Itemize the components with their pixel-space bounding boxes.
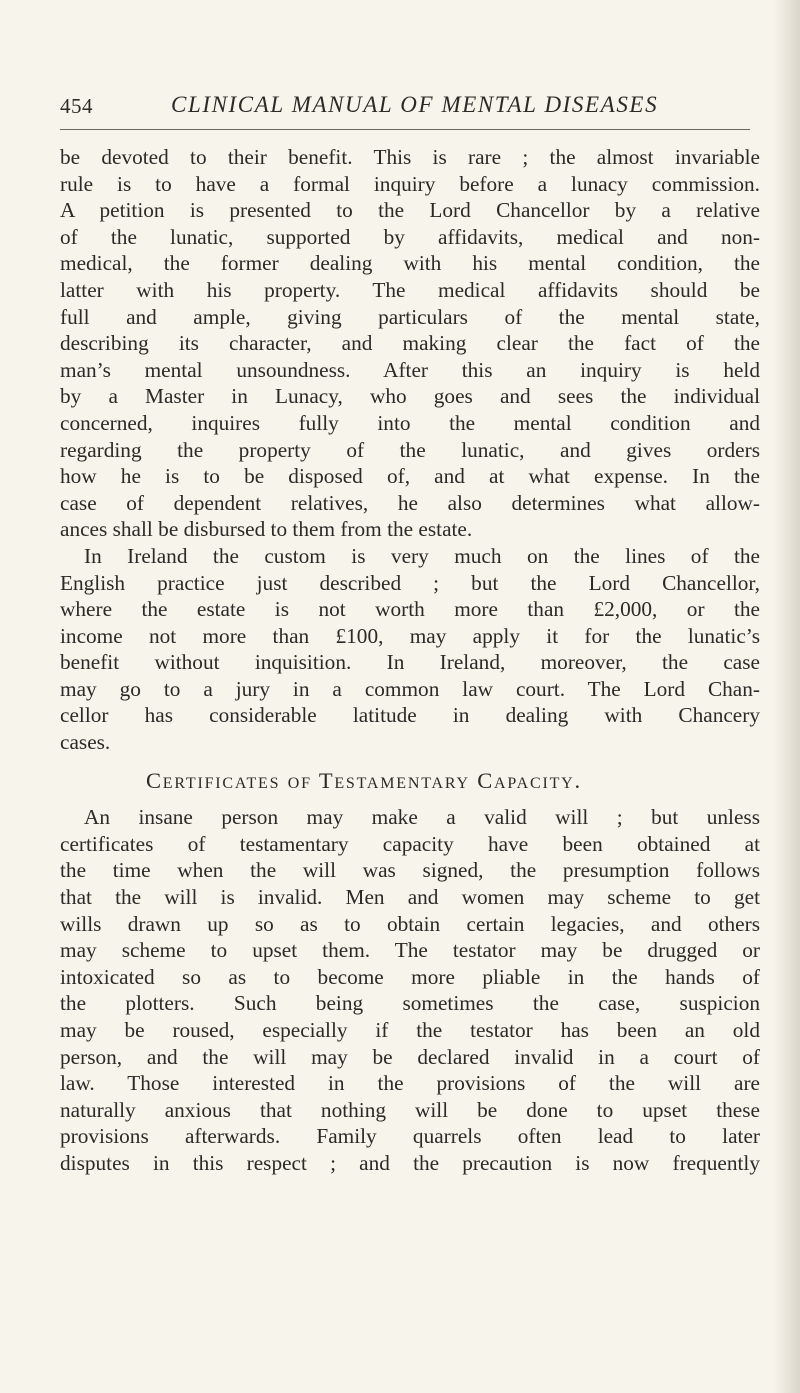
body-text [60,144,760,1177]
running-title: CLINICAL MANUAL OF MENTAL DISEASES [171,92,659,117]
text-line: rule is to have a formal inquiry before a lunacy commission. [60,171,760,196]
text-line: may be roused, especially if the testator has been an old [60,1018,760,1042]
text-line: In Ireland the custom is very much on the lines of the [84,543,760,568]
text-line: that the will is invalid. Men and women may scheme to get [60,885,760,910]
text-line: how he is to be disposed of, and at what expense. In the [60,464,760,489]
text-line: benefit without inquisition. In Ireland, moreover, the case [60,650,760,675]
text-line: regarding the property of the lunatic, and gives orders [60,437,760,462]
text-line: may scheme to upset them. The testator may be drugged or [60,938,760,963]
page-edge-shadow [774,0,800,1393]
text-line: man’s mental unsoundness. After this an inquiry is held [60,357,760,382]
header-rule [60,129,750,130]
paragraph-2 [60,543,760,756]
text-line: provisions afterwards. Family quarrels often lead to later [60,1124,760,1149]
paragraph-3 [60,804,760,1176]
text-line: An insane person may make a valid will ; but unless [84,805,760,830]
text-line: A petition is presented to the Lord Chancellor by a relative [60,198,760,223]
text-line: be devoted to their benefit. This is rare ; the almost invariable [60,145,760,169]
text-line: cellor has considerable latitude in dealing with Chancery [60,703,760,728]
text-line: income not more than £100, may apply it for the lunatic’s [60,623,760,648]
text-line: case of dependent relatives, he also determines what allow- [60,490,760,515]
page-header [60,88,750,128]
text-line: latter with his property. The medical affidavits should be [60,277,760,302]
paragraph-1 [60,144,760,543]
page-number: 454 [60,94,93,118]
text-line: full and ample, giving particulars of the mental state, [60,304,760,329]
section-heading: Certificates of Testamentary Capacity. [146,767,582,793]
text-line: person, and the will may be declared invalid in a court of [60,1044,760,1069]
text-line: concerned, inquires fully into the mental condition and [60,410,760,435]
text-line: the time when the will was signed, the presumption follows [60,858,760,883]
text-line: ances shall be disbursed to them from the estate. [60,517,473,542]
text-line: English practice just described ; but the Lord Chancellor, [60,570,760,595]
text-line: describing its character, and making clear the fact of the [60,331,760,356]
text-line: wills drawn up so as to obtain certain legacies, and others [60,911,760,936]
text-line: intoxicated so as to become more pliable in the hands of [60,964,760,989]
text-line: certificates of testamentary capacity have been obtained at [60,831,760,856]
text-line: where the estate is not worth more than £2,000, or the [60,597,760,622]
text-line: medical, the former dealing with his mental condition, the [60,251,760,276]
text-line: by a Master in Lunacy, who goes and sees the individual [60,384,760,409]
text-line: disputes in this respect ; and the precaution is now frequently [60,1150,760,1175]
text-line: the plotters. Such being sometimes the case, suspicion [60,991,760,1016]
text-line: of the lunatic, supported by affidavits, medical and non- [60,224,760,249]
text-line: law. Those interested in the provisions of the will are [60,1071,760,1096]
text-line: naturally anxious that nothing will be done to upset these [60,1097,760,1122]
text-line: cases. [60,730,111,755]
text-line: may go to a jury in a common law court. The Lord Chan- [60,676,760,701]
